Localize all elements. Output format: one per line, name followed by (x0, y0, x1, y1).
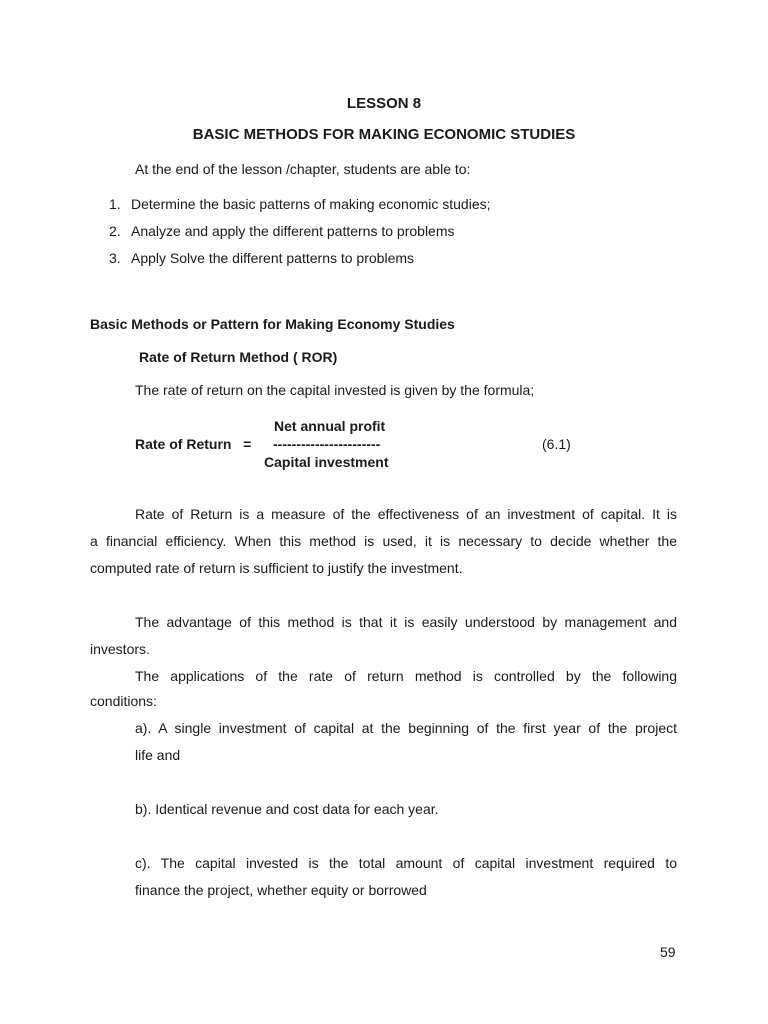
condition-item: life and (135, 747, 181, 763)
method-subheading: Rate of Return Method ( ROR) (139, 349, 338, 365)
paragraph-line: investors. (90, 641, 150, 657)
objective-text: Determine the basic patterns of making economic studies; (131, 196, 491, 212)
objective-number: 2. (109, 223, 121, 239)
formula-lhs: Rate of Return = (135, 436, 252, 452)
paragraph-line: conditions: (90, 693, 157, 709)
condition-item: c). The capital invested is the total amount of capital investment required to (135, 855, 677, 871)
paragraph-line: Rate of Return is a measure of the effectiveness of an investment of capital. It is (135, 506, 677, 522)
paragraph-line: The applications of the rate of return method is controlled by the following (135, 668, 677, 684)
condition-item: finance the project, whether equity or borrowed (135, 882, 427, 898)
condition-item: b). Identical revenue and cost data for each year. (135, 801, 439, 817)
objective-text: Apply Solve the different patterns to problems (131, 250, 415, 266)
paragraph-line: computed rate of return is sufficient to justify the investment. (90, 560, 463, 576)
paragraph-line: a financial efficiency. When this method is used, it is necessary to decide whether the (90, 533, 677, 549)
paragraph-line: The advantage of this method is that it is easily understood by management and (135, 614, 677, 630)
objective-text: Analyze and apply the different patterns to problems (131, 223, 455, 239)
formula-numerator: Net annual profit (274, 418, 386, 434)
formula-denominator: Capital investment (264, 454, 389, 470)
objective-number: 3. (109, 250, 121, 266)
lesson-title: BASIC METHODS FOR MAKING ECONOMIC STUDIES (192, 126, 576, 143)
intro-text: At the end of the lesson /chapter, students are able to: (135, 161, 471, 177)
section-heading: Basic Methods or Pattern for Making Economy Studies (90, 316, 455, 332)
condition-item: a). A single investment of capital at the beginning of the first year of the project (135, 720, 677, 736)
page-number: 59 (660, 944, 676, 960)
objective-number: 1. (109, 196, 121, 212)
formula-intro: The rate of return on the capital invested is given by the formula; (135, 382, 535, 398)
formula-fraction-bar: ----------------------- (273, 436, 381, 452)
formula-equation-number: (6.1) (542, 436, 571, 452)
lesson-number: LESSON 8 (346, 95, 422, 112)
